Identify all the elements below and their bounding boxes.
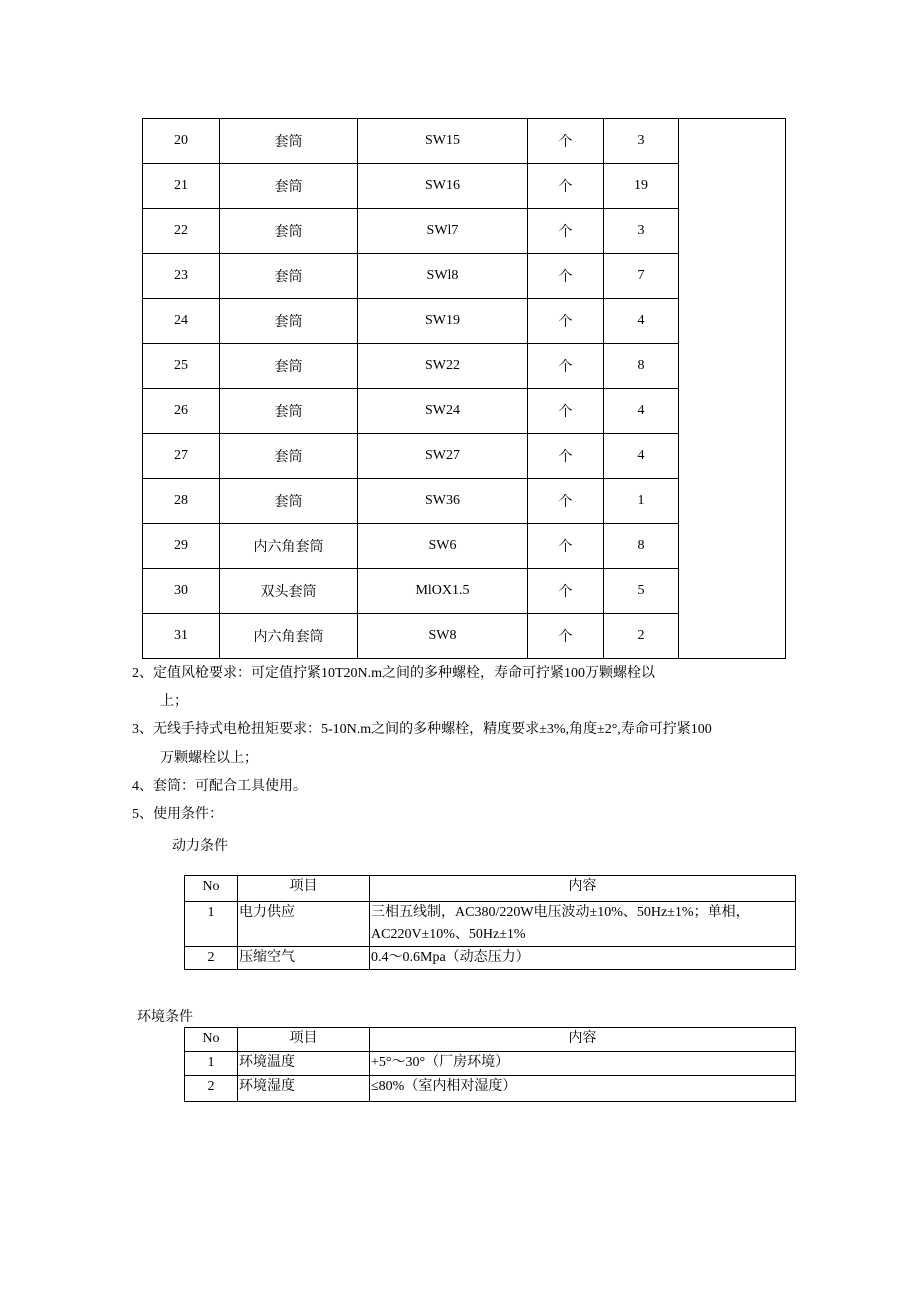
environment-row-item: 环境湿度 [238,1076,370,1102]
power-row-content [370,902,796,947]
tool-unit-cell: 个 [528,479,604,524]
tool-name-cell: 内六角套筒 [220,524,358,569]
tool-no-cell: 26 [143,389,220,434]
tool-qty-cell: 8 [604,524,679,569]
tools-table-body [143,119,786,659]
power-conditions-title: 动力条件 [172,839,228,854]
table-row [143,119,786,164]
tool-spec-cell: SW24 [358,389,528,434]
tool-no-cell: 22 [143,209,220,254]
power-row-content-line1: 三相五线制，AC380/220W电压波动±10%、50Hz±1%；单相， [371,905,750,920]
tool-name-cell: 套筒 [220,434,358,479]
tool-qty-cell: 5 [604,569,679,614]
tool-qty-cell: 8 [604,344,679,389]
tool-spec-cell: SW27 [358,434,528,479]
tool-name-cell: 内六角套筒 [220,614,358,659]
tool-name-cell: 套筒 [220,479,358,524]
tool-spec-cell: SW6 [358,524,528,569]
environment-row-no: 1 [185,1052,238,1076]
tool-name-cell: 套筒 [220,164,358,209]
tool-spec-cell: MlOX1.5 [358,569,528,614]
tool-unit-cell: 个 [528,614,604,659]
tool-name-cell: 套筒 [220,389,358,434]
tool-qty-cell: 3 [604,209,679,254]
tool-name-cell: 双头套筒 [220,569,358,614]
tools-table [142,118,786,659]
tool-unit-cell: 个 [528,209,604,254]
tool-no-cell: 30 [143,569,220,614]
environment-row-item: 环境温度 [238,1052,370,1076]
tool-spec-cell: SW36 [358,479,528,524]
environment-conditions-table [184,1027,796,1102]
power-row [185,902,796,947]
tool-qty-cell: 4 [604,389,679,434]
power-row [185,947,796,970]
requirement-3-line1: 3、无线手持式电枪扭矩要求：5-10N.m之间的多种螺栓，精度要求±3%,角度±2°,寿命可拧紧100 [132,722,712,737]
tool-no-cell: 28 [143,479,220,524]
environment-header-row [185,1028,796,1052]
requirement-2-line2: 上； [160,694,188,709]
tool-no-cell: 31 [143,614,220,659]
tool-unit-cell: 个 [528,434,604,479]
environment-row [185,1052,796,1076]
tool-name-cell: 套筒 [220,344,358,389]
tool-no-cell: 25 [143,344,220,389]
tool-qty-cell: 4 [604,434,679,479]
tool-spec-cell: SWl7 [358,209,528,254]
environment-row-content: +5°～30°（厂房环境） [370,1052,796,1076]
requirement-3-line2: 万颗螺栓以上； [160,751,258,766]
power-header-row [185,876,796,902]
tool-name-cell: 套筒 [220,299,358,344]
tool-unit-cell: 个 [528,569,604,614]
tool-unit-cell: 个 [528,524,604,569]
tool-spec-cell: SW22 [358,344,528,389]
tool-qty-cell: 1 [604,479,679,524]
environment-header-content: 内容 [370,1028,796,1052]
power-row-item: 压缩空气 [238,947,370,970]
environment-row-content: ≤80%（室内相对湿度） [370,1076,796,1102]
tool-unit-cell: 个 [528,119,604,164]
tool-spec-cell: SW16 [358,164,528,209]
power-row-no: 2 [185,947,238,970]
tool-qty-cell: 3 [604,119,679,164]
power-header-no: No [185,876,238,902]
tool-qty-cell: 19 [604,164,679,209]
environment-header-item: 项目 [238,1028,370,1052]
requirement-4: 4、套筒：可配合工具使用。 [132,779,307,794]
tool-qty-cell: 2 [604,614,679,659]
tool-qty-cell: 7 [604,254,679,299]
tool-unit-cell: 个 [528,299,604,344]
environment-conditions-title: 环境条件 [137,1010,193,1025]
tool-no-cell: 29 [143,524,220,569]
power-row-content: 0.4～0.6Mpa（动态压力） [370,947,796,970]
requirement-2-line1: 2、定值风枪要求：可定值拧紧10T20N.m之间的多种螺栓，寿命可拧紧100万颗螺栓以 [132,666,656,681]
environment-row-no: 2 [185,1076,238,1102]
environment-header-no: No [185,1028,238,1052]
requirement-5: 5、使用条件： [132,807,223,822]
tool-no-cell: 23 [143,254,220,299]
tool-spec-cell: SWl8 [358,254,528,299]
tool-spec-cell: SW8 [358,614,528,659]
tool-unit-cell: 个 [528,164,604,209]
tool-spec-cell: SW19 [358,299,528,344]
tool-no-cell: 20 [143,119,220,164]
power-row-item: 电力供应 [238,902,370,947]
tool-no-cell: 24 [143,299,220,344]
power-conditions-table [184,875,796,970]
remarks-cell [679,119,786,659]
tool-unit-cell: 个 [528,254,604,299]
tool-no-cell: 21 [143,164,220,209]
tool-name-cell: 套筒 [220,119,358,164]
tool-name-cell: 套筒 [220,209,358,254]
tool-name-cell: 套筒 [220,254,358,299]
tool-spec-cell: SW15 [358,119,528,164]
power-row-content-line2: AC220V±10%、50Hz±1% [371,927,526,942]
tool-qty-cell: 4 [604,299,679,344]
power-row-no: 1 [185,902,238,947]
environment-row [185,1076,796,1102]
power-header-content: 内容 [370,876,796,902]
tool-unit-cell: 个 [528,389,604,434]
tool-unit-cell: 个 [528,344,604,389]
tool-no-cell: 27 [143,434,220,479]
power-header-item: 项目 [238,876,370,902]
